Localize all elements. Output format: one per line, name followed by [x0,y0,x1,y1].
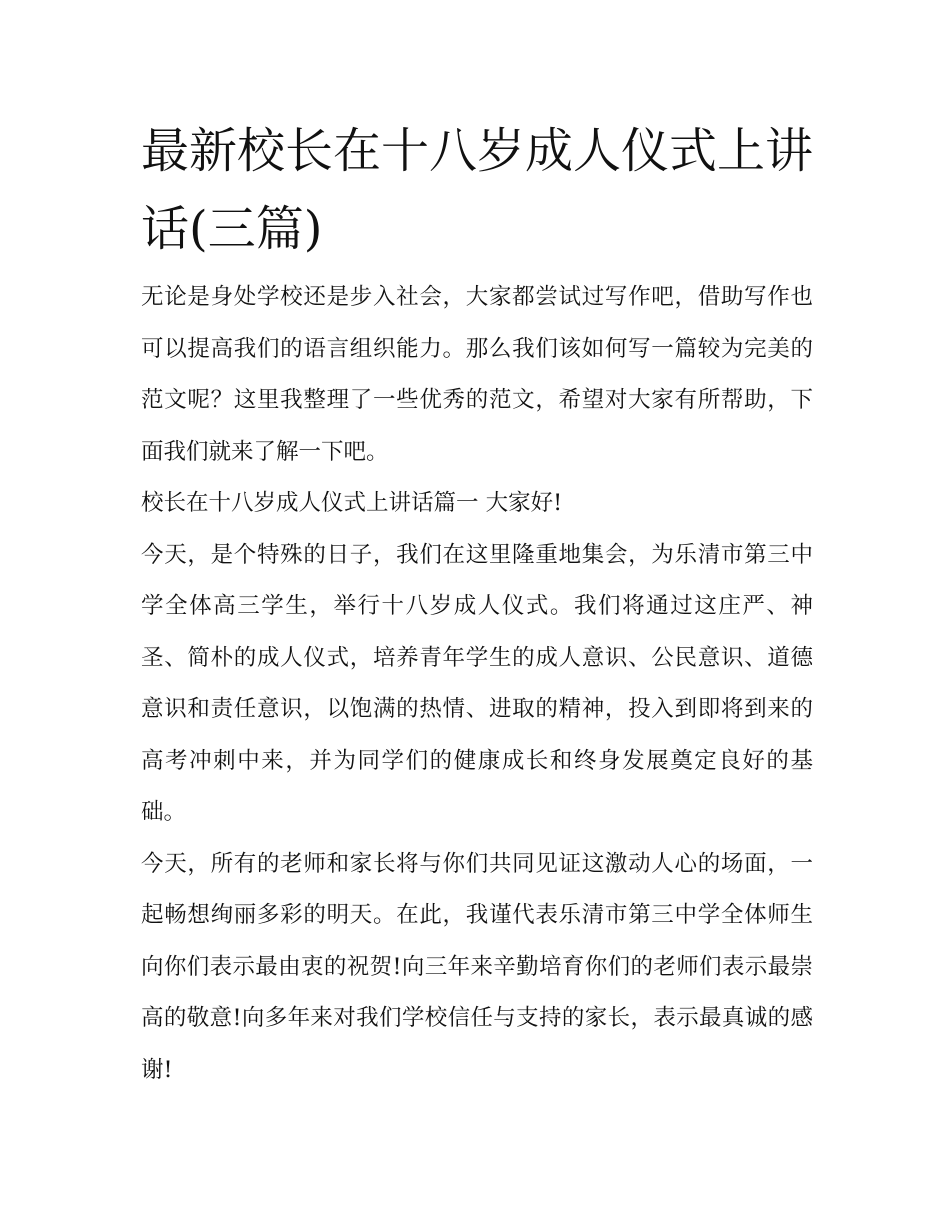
intro-paragraph: 无论是身处学校还是步入社会，大家都尝试过写作吧，借助写作也可以提高我们的语言组织能力。那么我们该如何写一篇较为完美的范文呢？这里我整理了一些优秀的范文，希望对大家有所帮助，下面我们就来了解一下吧。 [141,284,813,465]
document-title: 最新校长在十八岁成人仪式上讲话(三篇) [141,123,814,257]
body-paragraph: 今天，所有的老师和家长将与你们共同见证这激动人心的场面，一起畅想绚丽多彩的明天。在此，我谨代表乐清市第三中学全体师生向你们表示最由衷的祝贺!向三年来辛勤培育你们的老师们表示最崇高的敬意!向多年来对我们学校信任与支持的家长，表示最真诚的感谢! [141,850,813,1083]
body-paragraph: 今天，是个特殊的日子，我们在这里隆重地集会，为乐清市第三中学全体高三学生，举行十八岁成人仪式。我们将通过这庄严、神圣、简朴的成人仪式，培养青年学生的成人意识、公民意识、道德意识和责任意识，以饱满的热情、进取的精神，投入到即将到来的高考冲刺中来，并为同学们的健康成长和终身发展奠定良好的基础。 [141,541,813,825]
section-heading-paragraph: 校长在十八岁成人仪式上讲话篇一 大家好! [141,490,563,516]
document-body [141,272,813,1096]
document-page [141,112,813,1096]
